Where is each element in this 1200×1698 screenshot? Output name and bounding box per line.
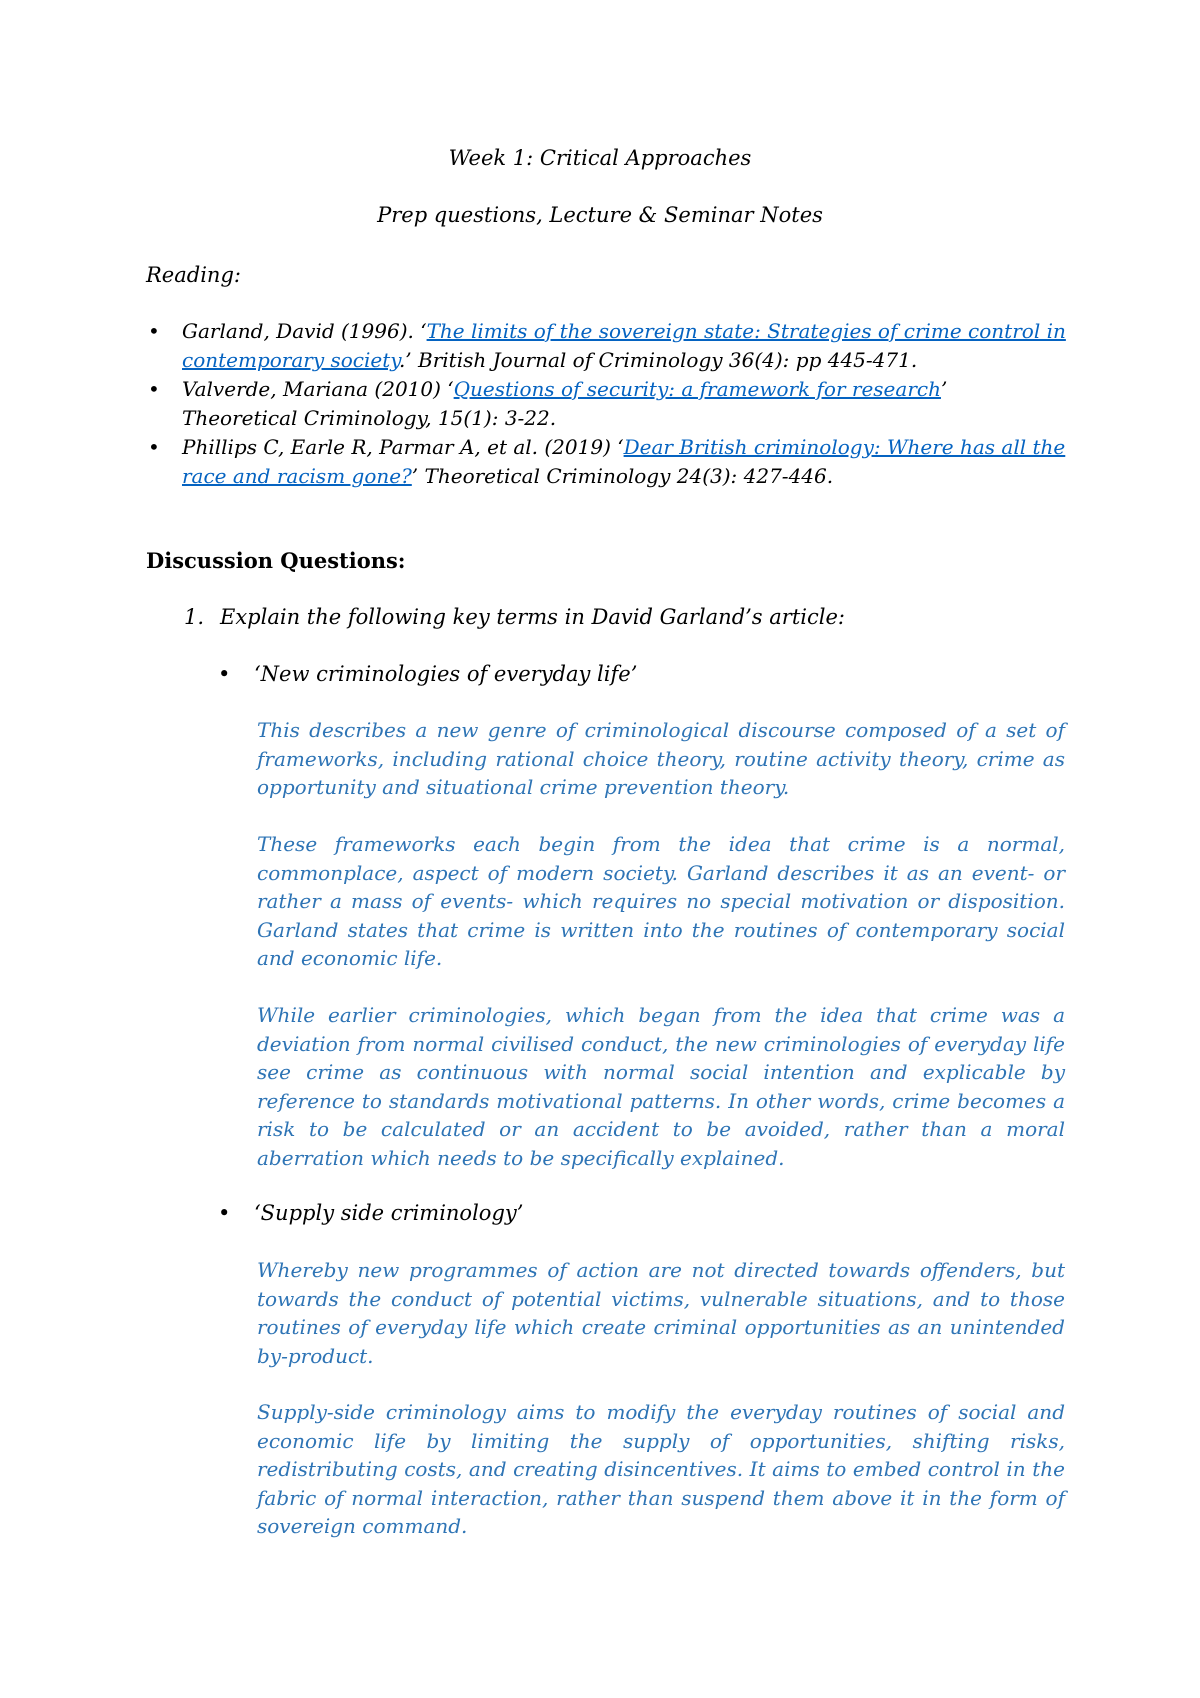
- answer-paragraph: Supply-side criminology aims to modify the everyday routines of social and economic life by limiting the supply of opportunities, shifting risks, redistributing costs, and creating disincentives. It aims to embed control in the fabric of normal interaction, rather than suspend them above it in the form of sovereign command.: [257, 1400, 1065, 1538]
- reference-link[interactable]: The limits of the sovereign state: Strategies of crime control in contemporary society: [182, 319, 1066, 372]
- answer-paragraph: This describes a new genre of criminological discourse composed of a set of frameworks, including rational choice theory, routine activity theory, crime as opportunity and situational crime prevention theory.: [257, 718, 1065, 799]
- reference-link[interactable]: Dear British criminology: Where has all the race and racism gone?: [182, 435, 1066, 488]
- reference-item: [146, 433, 1066, 491]
- reference-item: [146, 375, 1066, 433]
- question-text: Explain the following key terms in David Garland’s article:: [220, 605, 845, 629]
- bullet-icon: •: [148, 319, 160, 343]
- question-1: [184, 605, 845, 629]
- bullet-icon: •: [148, 377, 160, 401]
- reference-suffix: ’ Theoretical Criminology 24(3): 427-446.: [411, 464, 834, 488]
- reading-label: Reading:: [146, 263, 241, 287]
- term-label: ‘Supply side criminology’: [254, 1201, 524, 1225]
- reference-suffix: ’ Theoretical Criminology, 15(1): 3-22.: [182, 377, 948, 430]
- term-item: [218, 1201, 523, 1225]
- bullet-icon: •: [218, 1201, 231, 1225]
- answer-paragraph: While earlier criminologies, which began from the idea that crime was a deviation from normal civilised conduct, the new criminologies of everyday life see crime as continuous with normal social intention and explicable by reference to standards motivational patterns. In other words, crime becomes a risk to be calculated or an accident to be avoided, rather than a moral aberration which needs to be specifically explained.: [257, 1003, 1065, 1170]
- bullet-icon: •: [218, 662, 231, 686]
- term-label: ‘New criminologies of everyday life’: [254, 662, 638, 686]
- reference-prefix: Phillips C, Earle R, Parmar A, et al. (2019) ‘: [182, 435, 624, 459]
- bullet-icon: •: [148, 435, 160, 459]
- reference-prefix: Garland, David (1996). ‘: [182, 319, 427, 343]
- discussion-questions-heading: Discussion Questions:: [146, 548, 406, 573]
- question-number: 1.: [184, 605, 205, 629]
- term-item: [218, 662, 637, 686]
- reference-list: [146, 317, 1066, 491]
- reference-prefix: Valverde, Mariana (2010) ‘: [182, 377, 454, 401]
- answer-paragraph: Whereby new programmes of action are not directed towards offenders, but towards the conduct of potential victims, vulnerable situations, and to those routines of everyday life which create criminal opportunities as an unintended by-product.: [257, 1258, 1065, 1368]
- reference-item: [146, 317, 1066, 375]
- document-title: Week 1: Critical Approaches: [448, 146, 752, 170]
- answer-paragraph: These frameworks each begin from the idea that crime is a normal, commonplace, aspect of modern society. Garland describes it as an event- or rather a mass of events- which requires no special motivation or disposition. Garland states that crime is written into the routines of contemporary social and economic life.: [257, 832, 1065, 970]
- reference-suffix: .’ British Journal of Criminology 36(4): pp 445-471.: [398, 348, 918, 372]
- reference-link[interactable]: Questions of security: a framework for research: [453, 377, 941, 401]
- document-subtitle: Prep questions, Lecture & Seminar Notes: [377, 203, 823, 227]
